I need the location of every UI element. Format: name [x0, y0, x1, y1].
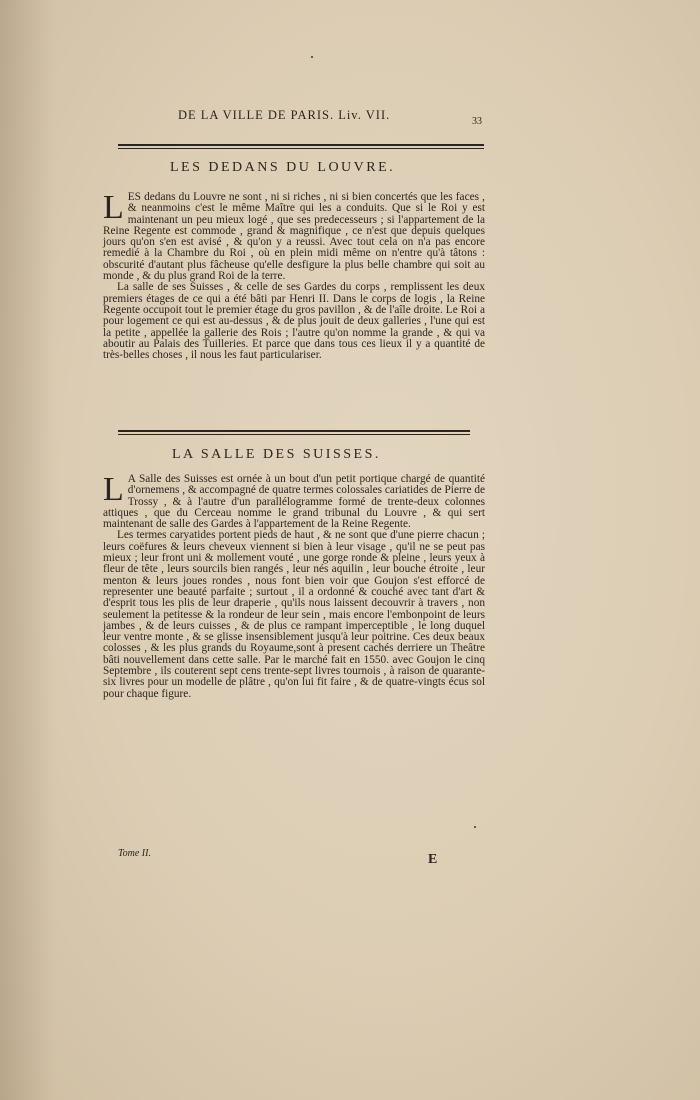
paragraph: [103, 471, 485, 531]
drop-cap: L: [103, 189, 124, 226]
header-rule-thin: [118, 148, 484, 149]
section-dedans-text: [103, 189, 485, 362]
section-title-dedans: LES DEDANS DU LOUVRE.: [170, 160, 396, 175]
section-title-suisses: LA SALLE DES SUISSES.: [172, 447, 381, 462]
section-rule-thick: [118, 430, 470, 432]
paragraph: [103, 189, 485, 283]
drop-cap: L: [103, 471, 124, 508]
header-rule-thick: [118, 144, 484, 146]
ink-speck: [474, 826, 476, 828]
ink-speck: [311, 56, 313, 58]
paragraph: La salle de ses Suisses , & celle de ses Gardes du corps , remplissent les deux premiers étages de ce qui a été bâti par Henri II. Dans le corps de logis , la Reine Regente occupoit tout le premier étage du gros pavillon , & de l'aîle droite. Le Roi a pour logement ce qui est au-dessus , & de plus jouit de deux galleries , l'une qui est la petite , appellée la gallerie des Rois ; l'autre qu'on nomme la grande , & qui va aboutir au Palais des Tuilleries. Et parce que dans tous ces lieux il y a quantité de très-belles choses , il nous les faut particulariser.: [103, 281, 485, 362]
section-rule-thin: [118, 434, 470, 435]
signature-mark: E: [428, 852, 438, 867]
section-suisses-text: [103, 471, 485, 700]
running-title: DE LA VILLE DE PARIS. Liv. VII.: [178, 108, 391, 122]
paragraph-text: ES dedans du Louvre ne sont , ni si riches , ni si bien concertés que les faces , & neanmoins c'est le même Maître qui les a conduits. Que si le Roi y est maintenant un peu mieux logé , que ses predecesseurs ; si l'appartement de la Reine Regente est commode , grand & magnifique , ce n'est que depuis quelques jours qu'on s'en est avisé , & qu'on y a reussi. Avec tout cela on n'a pas encore remedié à la Chambre du Roi , où en plein midi même on n'entre qu'à tâtons : obscurité d'autant plus fâcheuse qu'elle desfigure la plus belle chambre qui soit au monde , & du plus grand Roi de la terre.: [103, 191, 485, 283]
page-number: 33: [472, 116, 482, 127]
paragraph-text: A Salle des Suisses est ornée à un bout d'un petit portique chargé de quantité d'ornemens , & accompagné de quatre termes colossales cariatides de Pierre de Trossy , & à l'autre d'un parallélogramme formé de trente-deux colonnes attiques , que du Cerceau nomme le grand tribunal du Louvre , & qui sert maintenant de salle des Gardes à l'appartement de la Reine Regente.: [103, 473, 485, 531]
volume-marker: Tome II.: [118, 848, 151, 859]
paragraph: Les termes caryatides portent pieds de haut , & ne sont que d'une pierre chacun ; leurs coëfures & leurs cheveux viennent si bien à leur visage , qu'il ne se peut pas mieux ; leur front uni & mollement vouté , une gorge ronde & pleine , leurs yeux à fleur de tête , leurs sourcils bien rangés , leur nés aquilin , leur bouche étroite , leur menton & leurs joues rondes , nous font bien voir que Goujon s'est efforcé de representer une beauté parfaite ; surtout , il a ordonné & couché avec tant d'art & d'esprit tous les plis de leur draperie , qu'ils nous laissent decouvrir à travers , non seulement la petitesse & la rondeur de leur sein , mais encore l'embonpoint de leurs jambes , & de leurs cuisses , & de plus ce rampant imperceptible , le long duquel leur ventre monte , & se glisse insensiblement jusqu'à leur poitrine. Ces deux beaux colosses , & les plus grands du Royaume,sont à present cachés derriere un Theâtre bâti nouvellement dans cette salle. Par le marché fait en 1550. avec Goujon le cinq Septembre , ils couterent sept cens trente-sept livres tournois , à raison de quarante-six livres pour un modelle de plâtre , qu'on lui fit faire , & de quatre-vingts écus sol pour chaque figure.: [103, 529, 485, 700]
